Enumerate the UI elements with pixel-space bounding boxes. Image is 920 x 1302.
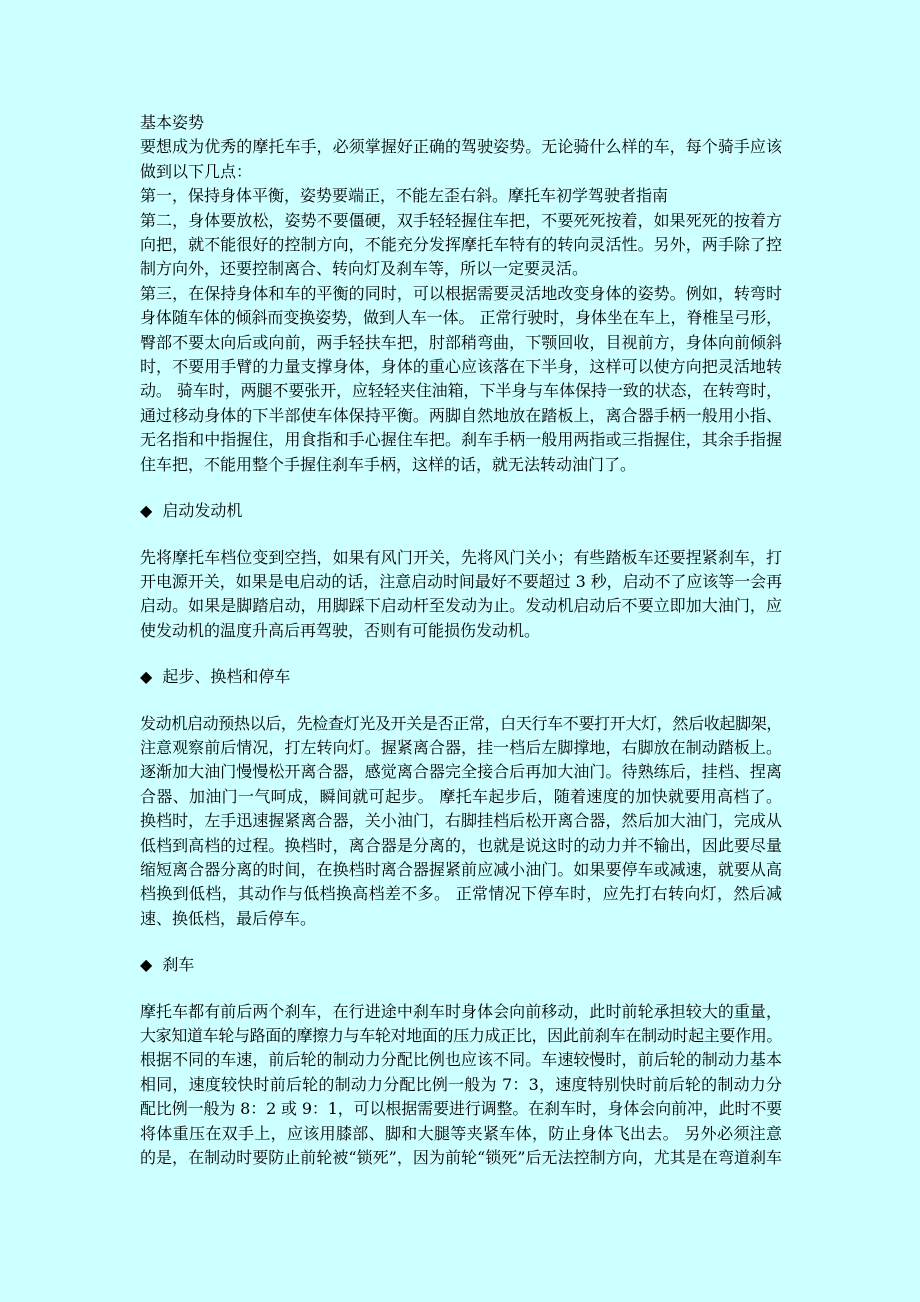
black-diamond-icon: ◆ xyxy=(140,667,153,687)
section-heading xyxy=(140,665,782,689)
text-line: 缩短离合器分离的时间，在换档时离合器握紧前应减小油门。如果要停车或减速，就要从高 xyxy=(140,859,782,879)
document-section xyxy=(140,499,782,643)
text-line: 合器、加油门一气呵成，瞬间就可起步。 摩托车起步后，随着速度的加快就要用高档了。 xyxy=(140,786,782,806)
text-line: 第三，在保持身体和车的平衡的同时，可以根据需要灵活地改变身体的姿势。例如，转弯时 xyxy=(140,283,782,303)
text-line: 第一，保持身体平衡，姿势要端正，不能左歪右斜。摩托车初学驾驶者指南 xyxy=(140,186,669,206)
text-line: 换档时，左手迅速握紧离合器，关小油门，右脚挂档后松开离合器，然后加大油门，完成从 xyxy=(140,811,782,831)
text-line: 注意观察前后情况，打左转向灯。握紧离合器，挂一档后左脚撑地，右脚放在制动踏板上。 xyxy=(140,737,782,757)
text-line: 要想成为优秀的摩托车手，必须掌握好正确的驾驶姿势。无论骑什么样的车，每个骑手应该 xyxy=(140,137,782,157)
text-line: 动。 骑车时，两腿不要张开，应轻轻夹住油箱，下半身与车体保持一致的状态，在转弯时， xyxy=(140,381,782,401)
paragraph xyxy=(140,135,782,184)
text-line: 档换到低档，其动作与低档换高档差不多。 正常情况下停车时，应先打右转向灯，然后减 xyxy=(140,884,782,904)
text-line: 大家知道车轮与路面的摩擦力与车轮对地面的压力成正比，因此前刹车在制动时起主要作用。 xyxy=(140,1026,782,1045)
text-line: 摩托车都有前后两个刹车，在行进途中刹车时身体会向前移动，此时前轮承担较大的重量， xyxy=(140,1001,782,1021)
paragraph xyxy=(140,184,782,208)
paragraph xyxy=(140,1000,782,1171)
text-line: 向把，就不能很好的控制方向，不能充分发挥摩托车特有的转向灵活性。另外，两手除了控 xyxy=(140,235,782,255)
text-line: 无名指和中指握住，用食指和手心握住车把。刹车手柄一般用两指或三指握住，其余手指握 xyxy=(140,430,782,450)
text-line: 第二，身体要放松，姿势不要僵硬，双手轻轻握住车把，不要死死按着，如果死死的按着方 xyxy=(140,210,782,230)
text-line: 制方向外，还要控制离合、转向灯及刹车等，所以一定要灵活。 xyxy=(140,259,589,279)
text-line: 时，不要用手臂的力量支撑身体，身体的重心应该落在下半身，这样可以使方向把灵活地转 xyxy=(140,357,782,377)
black-diamond-icon: ◆ xyxy=(140,955,153,975)
text-line: 身体随车体的倾斜而变换姿势，做到人车一体。 正常行驶时，身体坐在车上，脊椎呈弓形， xyxy=(140,308,782,328)
text-line: 先将摩托车档位变到空挡，如果有风门开关，先将风门关小；有些踏板车还要捏紧刹车，打 xyxy=(140,547,782,567)
section-heading-text: 启动发动机 xyxy=(162,501,243,521)
text-line: 通过移动身体的下半部使车体保持平衡。两脚自然地放在踏板上，离合器手柄一般用小指、 xyxy=(140,405,782,425)
text-line: 相同，速度较快时前后轮的制动力分配比例一般为 7：3，速度特别快时前后轮的制动力分 xyxy=(140,1074,782,1094)
text-line: 使发动机的温度升高后再驾驶，否则有可能损伤发动机。 xyxy=(140,620,541,640)
text-line: 臀部不要太向后或向前，两手轻扶车把，肘部稍弯曲，下颚回收，目视前方，身体向前倾斜 xyxy=(140,332,782,352)
text-line: 配比例一般为 8：2 或 9：1，可以根据需要进行调整。在刹车时，身体会向前冲，此时不要 xyxy=(140,1099,782,1119)
text-line: 发动机启动预热以后，先检查灯光及开关是否正常，白天行车不要打开大灯，然后收起脚架， xyxy=(140,713,782,733)
text-line: 速、换低档，最后停车。 xyxy=(140,908,317,928)
text-line: 低档到高档的过程。换档时，离合器是分离的，也就是说这时的动力并不输出，因此要尽量 xyxy=(140,835,782,855)
paragraph xyxy=(140,282,782,477)
document-section xyxy=(140,665,782,931)
black-diamond-icon: ◆ xyxy=(140,501,153,521)
text-line: 的是，在制动时要防止前轮被“锁死”，因为前轮“锁死”后无法控制方向，尤其是在弯道刹车 xyxy=(140,1148,782,1168)
text-line: 根据不同的车速，前后轮的制动力分配比例也应该不同。车速较慢时，前后轮的制动力基本 xyxy=(140,1050,782,1070)
text-line: 开电源开关，如果是电启动的话，注意启动时间最好不要超过 3 秒，启动不了应该等一会再 xyxy=(140,571,782,591)
text-line: 将体重压在双手上，应该用膝部、脚和大腿等夹紧车体，防止身体飞出去。 另外必须注意 xyxy=(140,1123,782,1143)
section-heading-text: 刹车 xyxy=(162,955,195,975)
document-section xyxy=(140,953,782,1170)
paragraph xyxy=(140,209,782,282)
text-line: 基本姿势 xyxy=(140,113,205,132)
text-line: 做到以下几点： xyxy=(140,161,253,181)
document-body xyxy=(140,111,782,1170)
paragraph xyxy=(140,111,782,135)
section-heading xyxy=(140,953,782,977)
text-line: 启动。如果是脚踏启动，用脚踩下启动杆至发动为止。发动机启动后不要立即加大油门，应 xyxy=(140,596,782,616)
paragraph xyxy=(140,546,782,644)
document-section xyxy=(140,111,782,477)
section-heading-text: 起步、换档和停车 xyxy=(162,667,291,687)
paragraph xyxy=(140,712,782,932)
text-line: 逐渐加大油门慢慢松开离合器，感觉离合器完全接合后再加大油门。待熟练后，挂档、捏离 xyxy=(140,762,782,782)
section-heading xyxy=(140,499,782,523)
text-line: 住车把，不能用整个手握住刹车手柄，这样的话，就无法转动油门了。 xyxy=(140,454,637,474)
